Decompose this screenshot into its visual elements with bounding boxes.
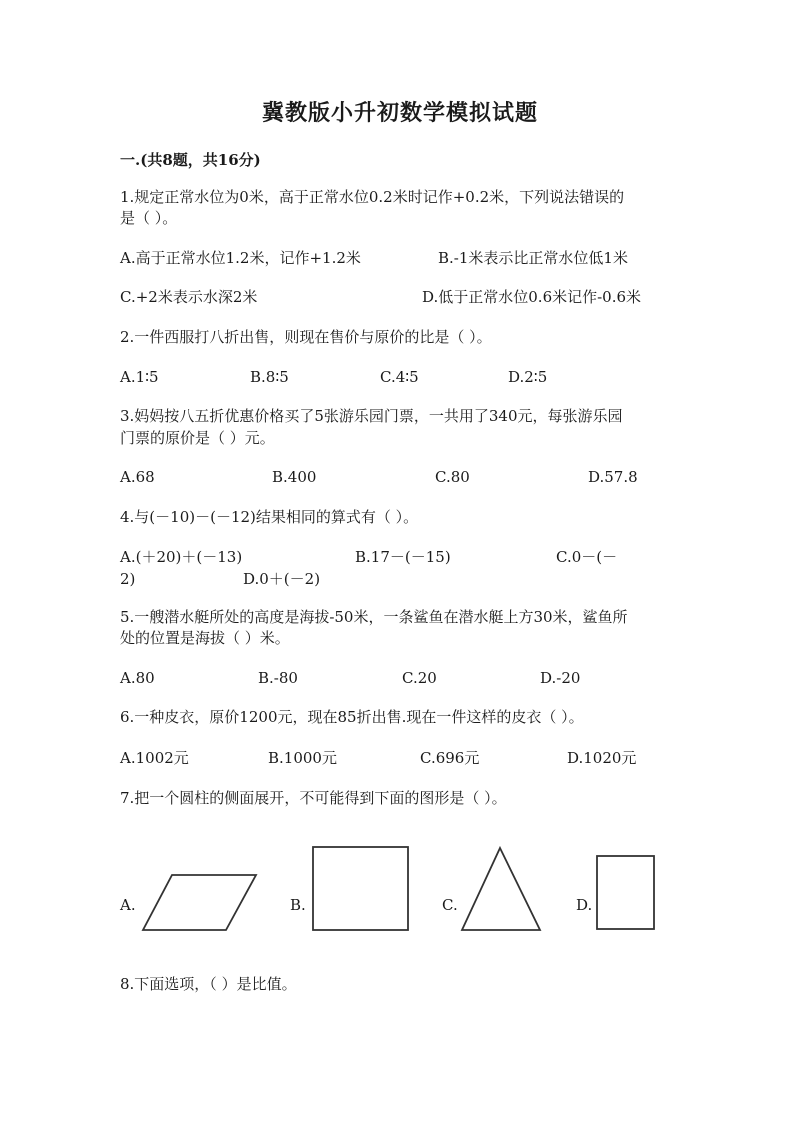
question-3-option-d: D.57.8: [588, 468, 638, 486]
parallelogram-shape: [140, 872, 260, 932]
page-title: 冀教版小升初数学模拟试题: [261, 100, 538, 126]
question-6-option-d: D.1020元: [567, 749, 637, 767]
question-1-option-d: D.低于正常水位0.6米记作-0.6米: [422, 288, 642, 306]
question-1-stem-line1: 1.规定正常水位为0米，高于正常水位0.2米时记作+0.2米，下列说法错误的: [120, 188, 625, 206]
question-2-option-b: B.8∶5: [250, 368, 289, 386]
question-5-option-c: C.20: [402, 669, 437, 687]
question-5-stem-line2: 处的位置是海拔（ ）米。: [120, 629, 290, 647]
question-6-option-a: A.1002元: [120, 749, 189, 767]
question-5-option-b: B.-80: [258, 669, 298, 687]
question-2-option-d: D.2∶5: [508, 368, 548, 386]
question-1-option-c: C.+2米表示水深2米: [120, 288, 258, 306]
question-3-stem-line2: 门票的原价是（ ）元。: [120, 429, 275, 447]
question-2-option-a: A.1∶5: [120, 368, 159, 386]
section-header: 一.(共8题，共16分): [120, 151, 261, 169]
question-7-option-d-label: D.: [576, 896, 593, 914]
question-2-option-c: C.4∶5: [380, 368, 419, 386]
triangle-shape: [460, 846, 542, 932]
question-1-stem-line2: 是（ ）。: [120, 209, 178, 227]
question-5-option-d: D.-20: [540, 669, 581, 687]
square-shape: [312, 846, 410, 932]
question-8-stem: 8.下面选项，（ ）是比值。: [120, 975, 297, 993]
question-1-option-a: A.高于正常水位1.2米，记作+1.2米: [120, 249, 361, 267]
rectangle-shape: [596, 855, 656, 931]
question-4-option-d: D.0＋(－2): [243, 570, 321, 588]
question-3-option-b: B.400: [272, 468, 317, 486]
question-3-option-c: C.80: [435, 468, 470, 486]
question-4-option-c: C.0－(－: [556, 548, 618, 566]
question-7-stem: 7.把一个圆柱的侧面展开，不可能得到下面的图形是（ ）。: [120, 789, 507, 807]
question-4-option-a: A.(＋20)＋(－13): [120, 548, 243, 566]
question-6-option-c: C.696元: [420, 749, 480, 767]
question-6-option-b: B.1000元: [268, 749, 337, 767]
question-7-option-a-label: A.: [120, 896, 136, 914]
question-5-stem-line1: 5.一艘潜水艇所处的高度是海拔-50米，一条鲨鱼在潜水艇上方30米，鲨鱼所: [120, 608, 628, 626]
question-4-option-c-wrap: 2): [120, 570, 136, 588]
question-3-stem-line1: 3.妈妈按八五折优惠价格买了5张游乐园门票，一共用了340元，每张游乐园: [120, 407, 623, 425]
question-2-stem: 2.一件西服打八折出售，则现在售价与原价的比是（ ）。: [120, 328, 492, 346]
question-6-stem: 6.一种皮衣，原价1200元，现在85折出售.现在一件这样的皮衣（ ）。: [120, 708, 584, 726]
question-4-stem: 4.与(－10)－(－12)结果相同的算式有（ ）。: [120, 508, 419, 526]
question-7-option-b-label: B.: [290, 896, 306, 914]
question-3-option-a: A.68: [120, 468, 155, 486]
question-5-option-a: A.80: [120, 669, 155, 687]
question-4-option-b: B.17－(－15): [355, 548, 451, 566]
question-7-option-c-label: C.: [442, 896, 458, 914]
question-1-option-b: B.-1米表示比正常水位低1米: [438, 249, 628, 267]
